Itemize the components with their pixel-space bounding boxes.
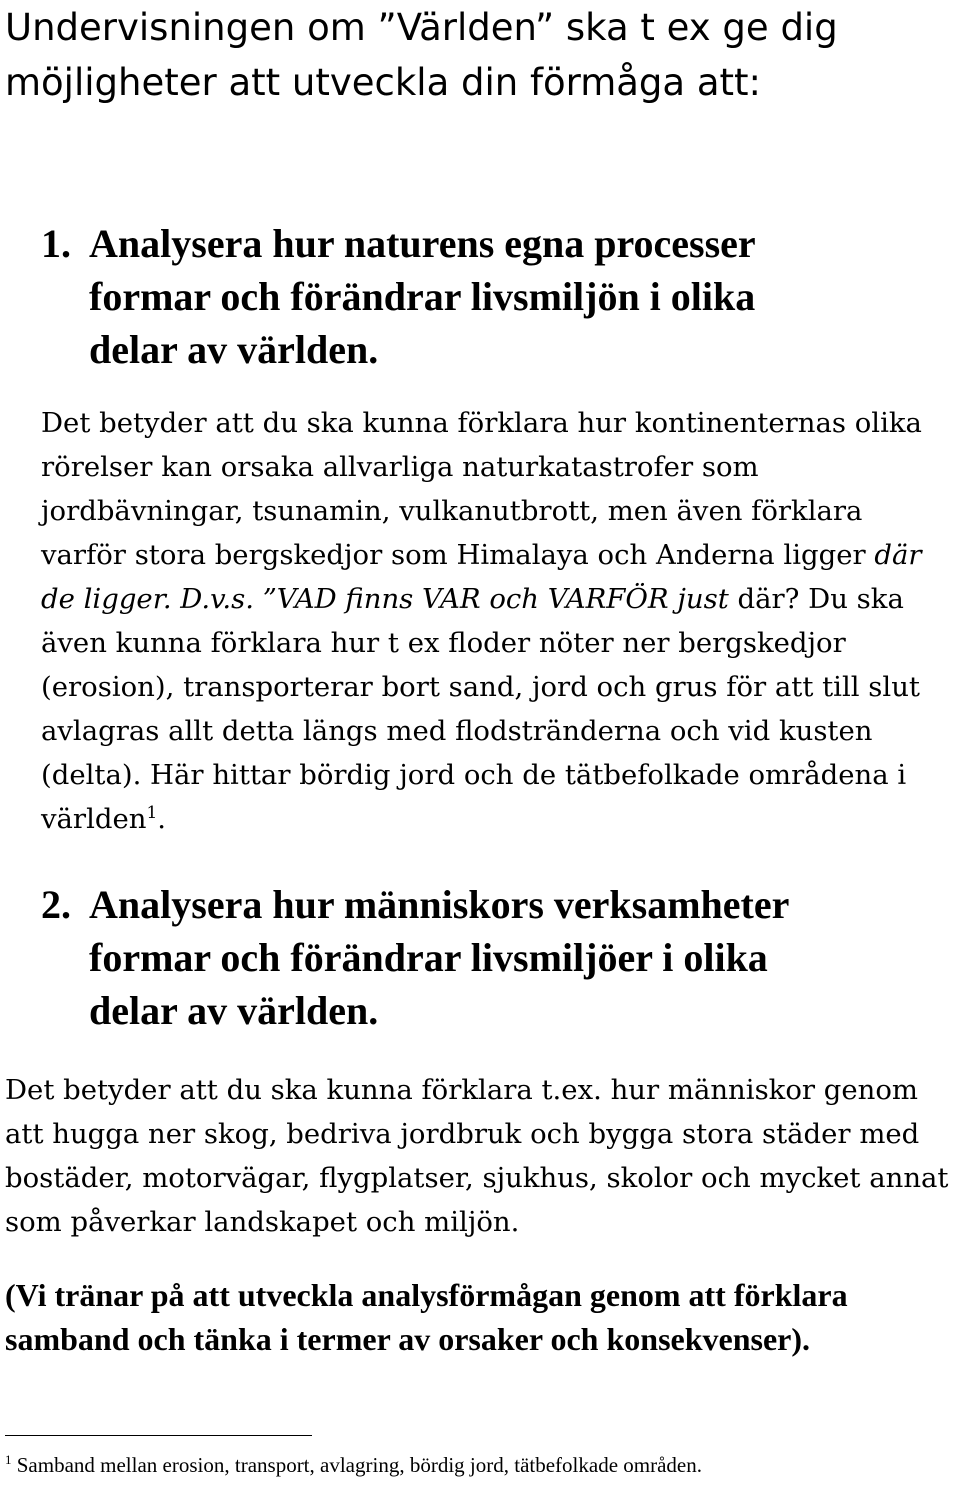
objective-1-line-3: delar av världen. — [89, 327, 379, 372]
heading-line-1: Undervisningen om ”Världen” ska t ex ge dig — [5, 6, 838, 49]
objective-2-title — [41, 878, 941, 1037]
footnote-reference[interactable]: 1 — [146, 802, 158, 823]
objective-1-number: 1. — [41, 221, 71, 266]
objective-2-description: Det betyder att du ska kunna förklara t.ex. hur människor genom att hugga ner skog, bedriva jordbruk och bygga stora städer med bostäder, motorvägar, flygplatser, sjukhus, skolor och mycket annat som påverkar landskapet och miljön. — [5, 1074, 949, 1238]
heading-line-2: möjligheter att utveckla din förmåga att: — [5, 61, 762, 104]
objective-1-text — [41, 217, 941, 376]
objective-1-title — [41, 217, 941, 376]
page-heading — [5, 0, 955, 110]
footnote-marker: 1 — [5, 1452, 12, 1467]
footnote-divider — [5, 1435, 312, 1436]
objective-1-description-part-a: Det betyder att du ska kunna förklara hur kontinenternas olika rörelser kan orsaka allvarliga naturkatastrofer som jordbävningar, tsunamin, vulkanutbrott, men även förklara varför stora bergskedjor som Himalaya och Anderna ligger — [41, 407, 922, 571]
objective-2-line-2: formar och förändrar livsmiljöer i olika — [89, 935, 768, 980]
objective-2-line-1: Analysera hur människors verksamheter — [89, 882, 790, 927]
objective-1-description-italic: där de ligger. D.v.s. ”VAD finns VAR och VARFÖR just — [41, 539, 922, 615]
objective-1-line-1: Analysera hur naturens egna processer — [89, 221, 756, 266]
objective-2-number: 2. — [41, 882, 71, 927]
footnote — [5, 1450, 950, 1480]
objective-1-description — [41, 401, 951, 841]
analysis-note: (Vi tränar på att utveckla analysförmågan genom att förklara samband och tänka i termer av orsaker och konsekvenser). — [5, 1277, 848, 1357]
objective-2-text — [41, 878, 941, 1037]
objective-1-description-part-b: där? Du ska även kunna förklara hur t ex floder nöter ner bergskedjor (erosion), transporterar bort sand, jord och grus för att till slut avlagras allt detta längs med flodstränderna och vid kusten (delta). Här hittar bördig jord och de tätbefolkade områdena i världen — [41, 583, 920, 835]
objective-1-line-2: formar och förändrar livsmiljön i olika — [89, 274, 756, 319]
objective-1-description-end: . — [157, 803, 167, 835]
objective-2-line-3: delar av världen. — [89, 988, 379, 1033]
footnote-text: Samband mellan erosion, transport, avlagring, bördig jord, tätbefolkade områden. — [11, 1453, 702, 1477]
